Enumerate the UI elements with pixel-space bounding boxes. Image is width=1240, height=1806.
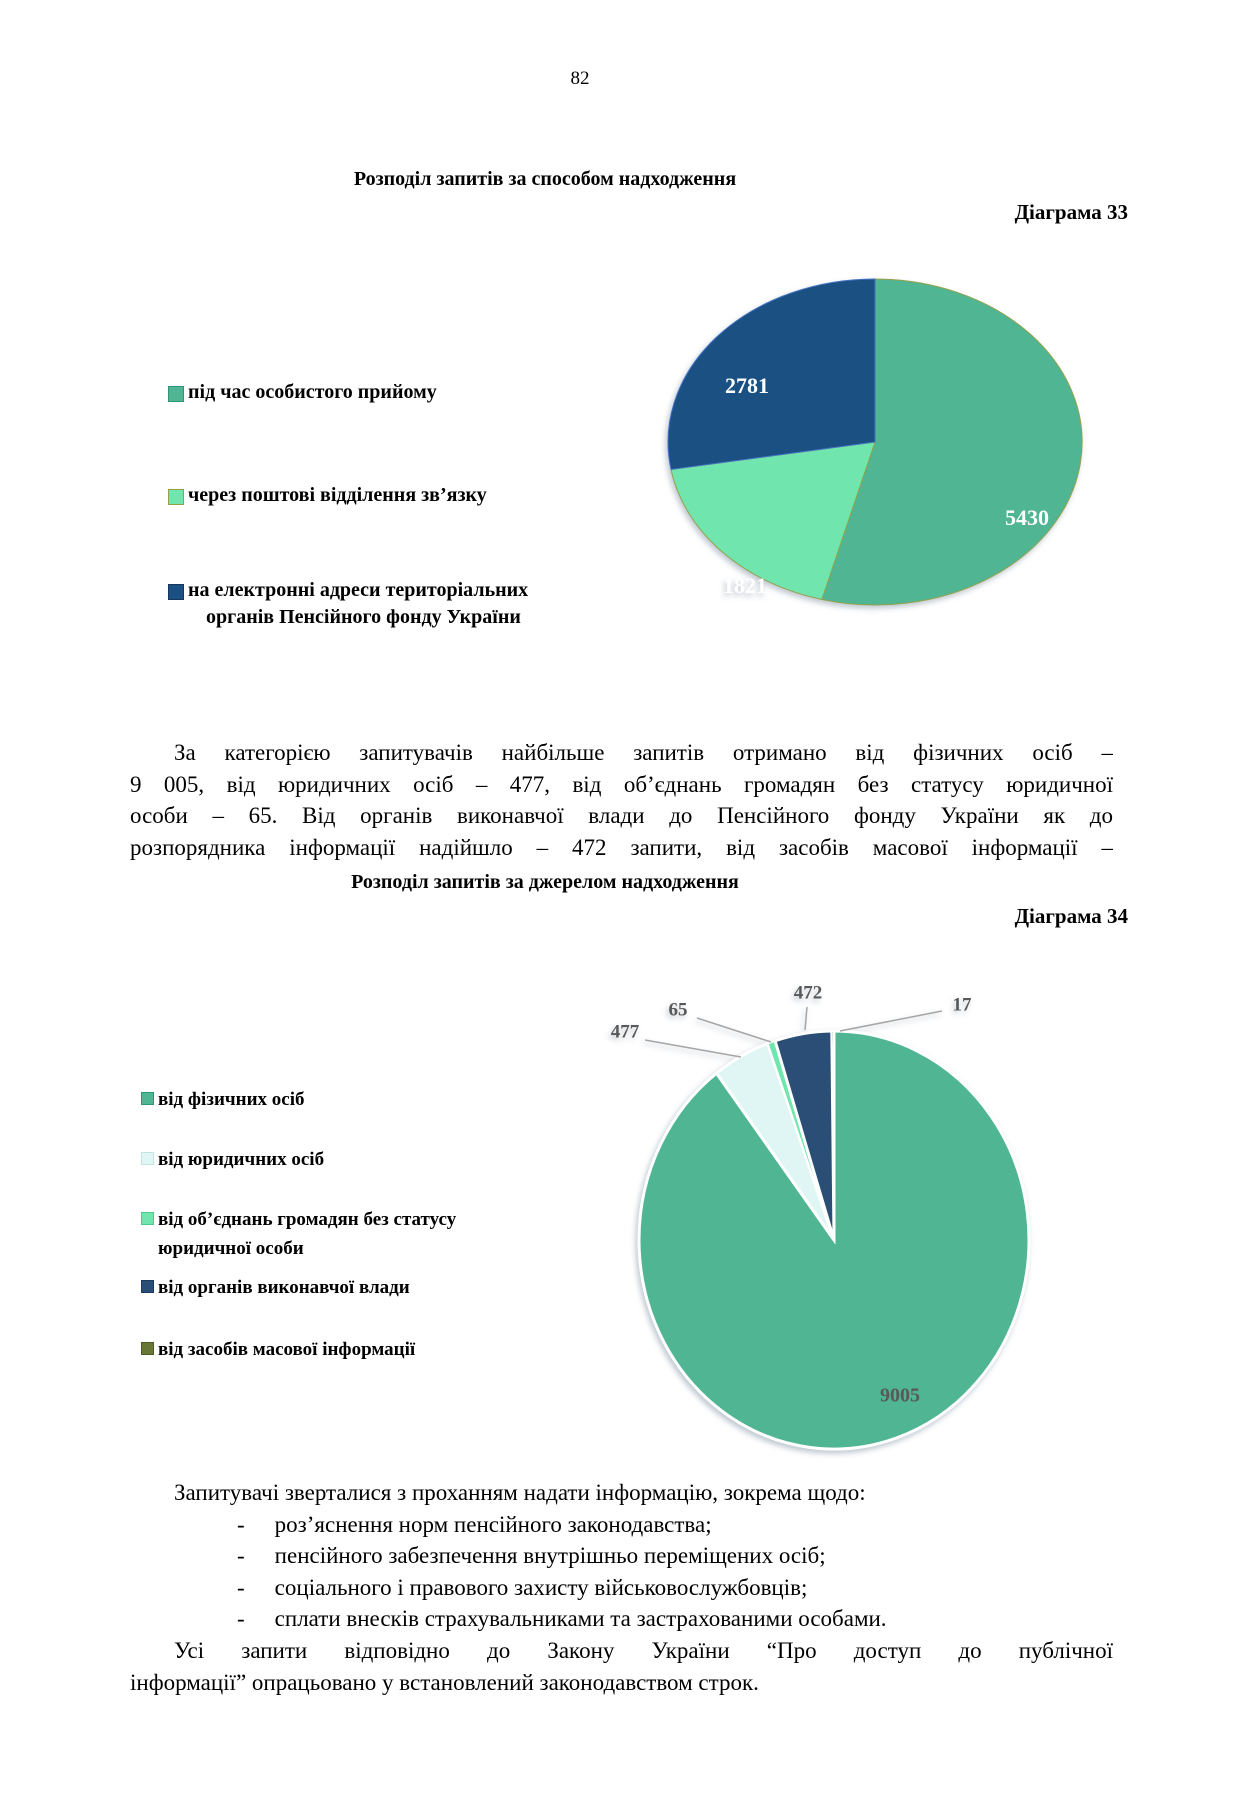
bullet-dash: - [237,1543,245,1569]
bullet-item [130,1540,1113,1572]
closing-line: Усі запити відповідно до Закону України “Про доступ до публічної [174,1637,1113,1663]
legend2-marker-legal-icon [141,1152,154,1165]
leader-line-477 [645,1040,741,1057]
pie2-value-media: 17 [952,994,972,1016]
leader-line-472 [805,1007,807,1030]
paragraph-line: особи – 65. Від органів виконавчої влади до Пенсійного фонду України як до [130,803,1113,829]
bottom-intro: Запитувачі зверталися з проханням надати інформацію, зокрема щодо: [174,1480,866,1505]
bullet-text: пенсійного забезпечення внутрішньо переміщених осіб; [274,1543,826,1569]
bullet-item [130,1572,1113,1604]
paragraph-line: розпорядника інформації надійшло – 472 запити, від засобів масової інформації – [130,834,1113,860]
leader-line-17 [840,1011,942,1031]
paragraph-line: 9 005, від юридичних осіб – 477, від об’єднань громадян без статусу юридичної [130,771,1113,797]
pie2-value-individuals: 9005 [880,1384,920,1407]
pie1-value-personal: 5430 [1005,505,1049,531]
legend1-item-electronic-line2: органів Пенсійного фонду України [206,606,521,628]
legend2-item-media: від засобів масової інформації [158,1339,416,1360]
legend2-item-individuals: від фізичних осіб [158,1089,305,1110]
pie1-value-post: 1821 [723,573,767,599]
pie-chart-1 [640,260,1120,630]
pie1-value-electronic: 2781 [725,373,769,399]
chart1-diagram-label: Діаграма 33 [1014,200,1128,224]
legend2-marker-executive-icon [141,1280,154,1293]
page-number: 82 [570,68,590,89]
bottom-text-block [130,1477,1113,1698]
paragraph-categories [130,737,1113,863]
chart2-diagram-label: Діаграма 34 [1014,904,1128,928]
closing-line: інформації” опрацьовано у встановлений законодавством строк. [130,1669,759,1695]
paragraph-line: За категорією запитувачів найбільше запитів отримано від фізичних осіб – [174,740,1113,765]
bullet-item [130,1509,1113,1541]
legend2-item-legal: від юридичних осіб [158,1149,325,1170]
bullet-text: сплати внесків страхувальниками та застрахованими особами. [274,1606,887,1632]
bullet-dash: - [237,1606,245,1632]
legend2-marker-individuals-icon [141,1092,154,1105]
legend2-item-associations [158,1205,558,1263]
leader-line-65 [697,1018,771,1042]
legend1-item-electronic-line1: на електронні адреси територіальних [188,579,529,601]
chart2-title: Розподіл запитів за джерелом надходження [351,871,739,893]
legend2-marker-associations-icon [141,1212,154,1225]
bullet-item [130,1603,1113,1635]
pie2-value-associations: 65 [668,999,688,1021]
pie2-value-executive: 472 [793,982,823,1004]
legend1-marker-electronic-icon [168,584,184,600]
pie1-slice-electronic [668,279,875,470]
chart1-title: Розподіл запитів за способом надходження [353,168,737,190]
bullet-text: роз’яснення норм пенсійного законодавства; [274,1511,712,1537]
legend2-item-associations-line1: від об’єднань громадян без статусу [158,1209,457,1230]
pie2-value-legal: 477 [610,1021,640,1043]
legend1-marker-post-icon [168,489,184,505]
legend2-item-executive: від органів виконавчої влади [158,1277,410,1298]
legend1-item-personal: під час особистого прийому [188,381,437,403]
legend2-marker-media-icon [141,1342,154,1355]
legend1-item-electronic [188,577,628,631]
bullet-text: соціального і правового захисту військовослужбовців; [274,1574,808,1600]
legend2-item-associations-line2: юридичної особи [158,1238,304,1259]
pie-chart-2 [600,960,1080,1500]
legend1-item-post: через поштові відділення зв’язку [188,484,487,506]
legend1-marker-personal-icon [168,386,184,402]
bullet-dash: - [237,1574,245,1600]
bullet-dash: - [237,1511,245,1537]
